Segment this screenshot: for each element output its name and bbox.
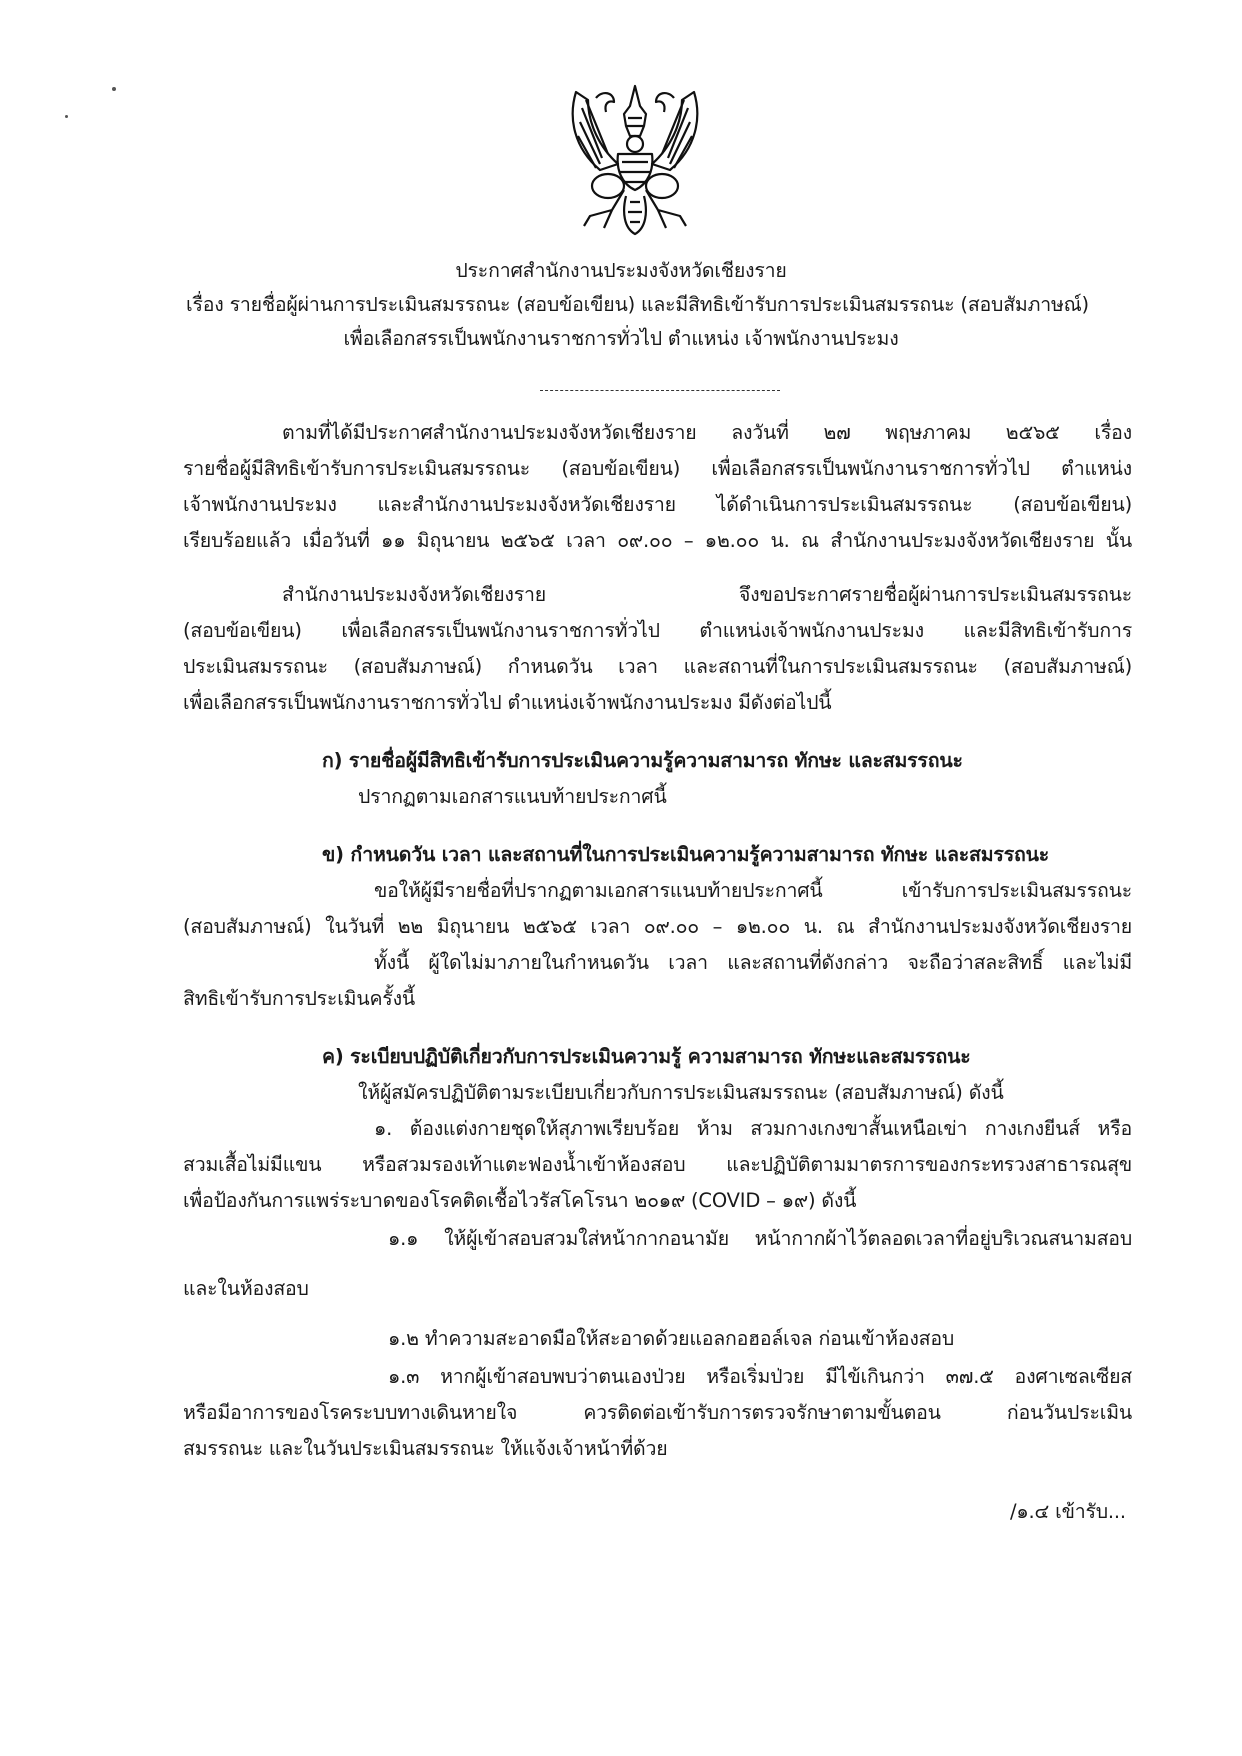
para1-line1: ตามที่ได้มีประกาศสำนักงานประมงจังหวัดเชียงราย ลงวันที่ ๒๗ พฤษภาคม ๒๕๖๕ เรื่อง bbox=[282, 421, 1132, 444]
para2-line4: เพื่อเลือกสรรเป็นพนักงานราชการทั่วไป ตำแหน่งเจ้าพนักงานประมง มีดังต่อไปนี้ bbox=[183, 691, 832, 714]
subject-line-2: เพื่อเลือกสรรเป็นพนักงานราชการทั่วไป ตำแหน่ง เจ้าพนักงานประมง bbox=[343, 327, 899, 350]
section-b-line3: ทั้งนี้ ผู้ใดไม่มาภายในกำหนดวัน เวลา และสถานที่ดังกล่าว จะถือว่าสละสิทธิ์ และไม่มี bbox=[374, 951, 1132, 974]
garuda-emblem-icon bbox=[560, 78, 710, 238]
para2-line2: (สอบข้อเขียน) เพื่อเลือกสรรเป็นพนักงานราชการทั่วไป ตำแหน่งเจ้าพนักงานประมง และมีสิทธิเข้ารับการ bbox=[183, 619, 1132, 642]
section-c-intro: ให้ผู้สมัครปฏิบัติตามระเบียบเกี่ยวกับการประเมินสมรรถนะ (สอบสัมภาษณ์) ดังนี้ bbox=[358, 1081, 1004, 1104]
section-b-heading: ข) กำหนดวัน เวลา และสถานที่ในการประเมินความรู้ความสามารถ ทักษะ และสมรรถนะ bbox=[322, 843, 1049, 866]
item1-3-line2: หรือมีอาการของโรคระบบทางเดินหายใจ ควรติดต่อเข้ารับการตรวจรักษาตามขั้นตอน ก่อนวันประเมิน bbox=[183, 1401, 1132, 1424]
subject-line-1: เรื่อง รายชื่อผู้ผ่านการประเมินสมรรถนะ (สอบข้อเขียน) และมีสิทธิเข้ารับการประเมินสมรรถนะ (สอบสัมภาษณ์) bbox=[186, 293, 1089, 316]
item1-1-line1: ๑.๑ ให้ผู้เข้าสอบสวมใส่หน้ากากอนามัย หน้ากากผ้าไว้ตลอดเวลาที่อยู่บริเวณสนามสอบ bbox=[388, 1227, 1132, 1250]
continuation-marker: /๑.๔ เข้ารับ... bbox=[1010, 1500, 1126, 1523]
item1-line3: เพื่อป้องกันการแพร่ระบาดของโรคติดเชื้อไวรัสโคโรนา ๒๐๑๙ (COVID – ๑๙) ดังนี้ bbox=[183, 1189, 857, 1212]
item1-line2: สวมเสื้อไม่มีแขน หรือสวมรองเท้าแตะฟองน้ำเข้าห้องสอบ และปฏิบัติตามมาตรการของกระทรวงสาธารณสุข bbox=[183, 1153, 1132, 1176]
para1-line3: เจ้าพนักงานประมง และสำนักงานประมงจังหวัดเชียงราย ได้ดำเนินการประเมินสมรรถนะ (สอบข้อเขียน) bbox=[183, 493, 1132, 516]
section-b-line4: สิทธิเข้ารับการประเมินครั้งนี้ bbox=[183, 987, 416, 1010]
para1-line2: รายชื่อผู้มีสิทธิเข้ารับการประเมินสมรรถนะ (สอบข้อเขียน) เพื่อเลือกสรรเป็นพนักงานราชการทั่วไป ตำแหน่ง bbox=[183, 457, 1132, 480]
item1-line1: ๑. ต้องแต่งกายชุดให้สุภาพเรียบร้อย ห้าม สวมกางเกงขาสั้นเหนือเข่า กางเกงยีนส์ หรือ bbox=[374, 1117, 1132, 1140]
section-a-heading: ก) รายชื่อผู้มีสิทธิเข้ารับการประเมินความรู้ความสามารถ ทักษะ และสมรรถนะ bbox=[322, 749, 963, 772]
section-b-line1: ขอให้ผู้มีรายชื่อที่ปรากฏตามเอกสารแนบท้ายประกาศนี้ เข้ารับการประเมินสมรรถนะ bbox=[374, 879, 1132, 902]
para2-line3: ประเมินสมรรถนะ (สอบสัมภาษณ์) กำหนดวัน เวลา และสถานที่ในการประเมินสมรรถนะ (สอบสัมภาษณ์) bbox=[183, 655, 1132, 678]
item1-3-line1: ๑.๓ หากผู้เข้าสอบพบว่าตนเองป่วย หรือเริ่มป่วย มีไข้เกินกว่า ๓๗.๕ องศาเซลเซียส bbox=[388, 1365, 1132, 1388]
scan-speck bbox=[65, 115, 68, 118]
item1-3-line3: สมรรถนะ และในวันประเมินสมรรถนะ ให้แจ้งเจ้าหน้าที่ด้วย bbox=[183, 1437, 668, 1460]
header-divider bbox=[540, 390, 780, 391]
para1-line4: เรียบร้อยแล้ว เมื่อวันที่ ๑๑ มิถุนายน ๒๕๖๕ เวลา ๐๙.๐๐ – ๑๒.๐๐ น. ณ สำนักงานประมงจังหวัดเชียงราย นั้น bbox=[183, 529, 1132, 552]
section-c-heading: ค) ระเบียบปฏิบัติเกี่ยวกับการประเมินความรู้ ความสามารถ ทักษะและสมรรถนะ bbox=[322, 1045, 971, 1068]
item1-1-line2: และในห้องสอบ bbox=[183, 1277, 309, 1300]
item1-2: ๑.๒ ทำความสะอาดมือให้สะอาดด้วยแอลกอฮอล์เจล ก่อนเข้าห้องสอบ bbox=[388, 1327, 955, 1350]
announcement-title: ประกาศสำนักงานประมงจังหวัดเชียงราย bbox=[455, 259, 787, 282]
para2-line1: สำนักงานประมงจังหวัดเชียงราย จึงขอประกาศรายชื่อผู้ผ่านการประเมินสมรรถนะ bbox=[282, 583, 1132, 606]
section-b-line2: (สอบสัมภาษณ์) ในวันที่ ๒๒ มิถุนายน ๒๕๖๕ เวลา ๐๙.๐๐ – ๑๒.๐๐ น. ณ สำนักงานประมงจังหวัดเชียงราย bbox=[183, 915, 1132, 938]
scan-speck bbox=[112, 87, 116, 91]
section-a-text: ปรากฏตามเอกสารแนบท้ายประกาศนี้ bbox=[358, 785, 667, 808]
